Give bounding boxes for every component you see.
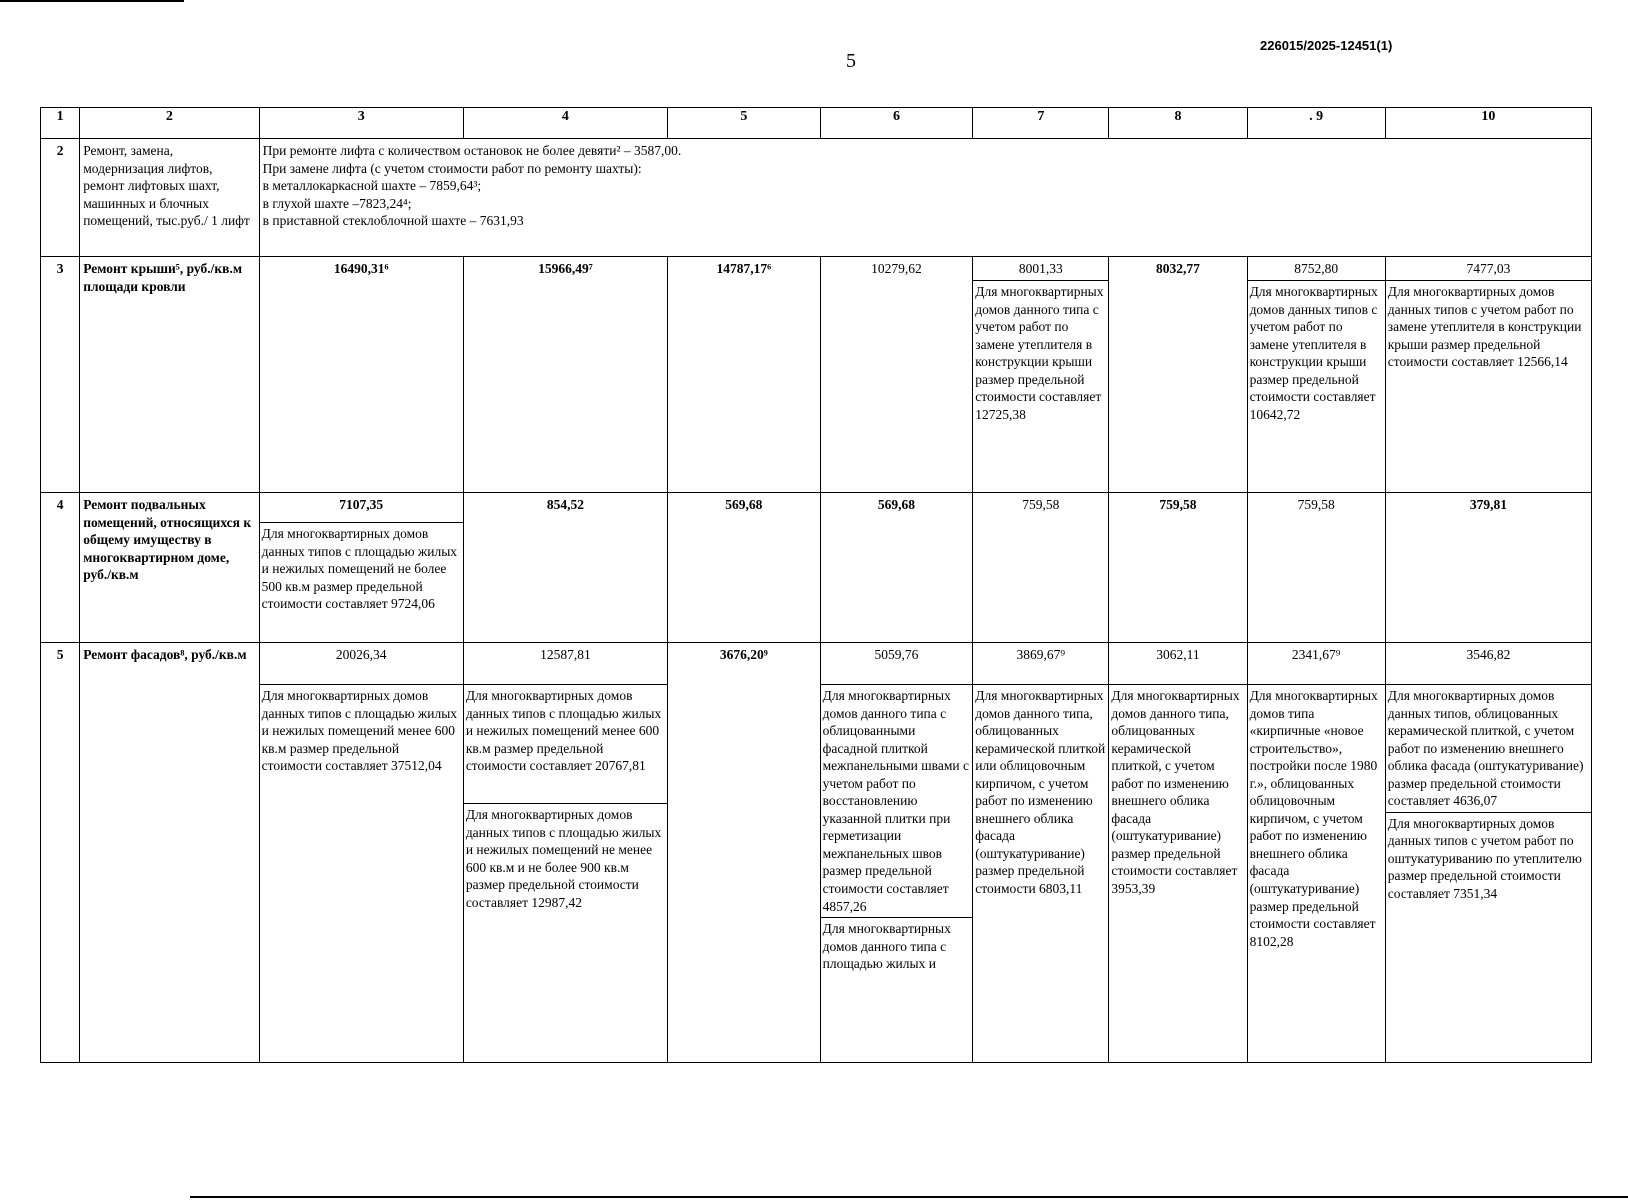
cost-note: Для многоквартирных домов данных типов с учетом работ по замене утеплителя в конструкции крыши размер предельной стоимости составляет 10642,72 [1249, 284, 1378, 422]
cost-cell [668, 257, 821, 493]
cost-cell [973, 493, 1109, 643]
row-label: Ремонт фасадов⁸, руб./кв.м [80, 643, 259, 1063]
cost-note: Для многоквартирных домов данного типа с площадью жилых и [821, 917, 973, 975]
cost-note: Для многоквартирных домов данного типа с облицованными фасадной плиткой межпанельными швами с учетом работ по восстановлению указанной плитки при герметизации межпанельных швов размер предельной стоимости составляет 4857,26 [822, 688, 969, 914]
header-cell: 10 [1385, 108, 1591, 139]
lift-line: При ремонте лифта с количеством остановок не более девяти² – 3587,00. [262, 143, 682, 158]
cost-cell [259, 493, 463, 643]
header-row [41, 108, 1592, 139]
cost-cell [668, 643, 821, 1063]
cost-table [40, 107, 1592, 1063]
cost-cell [1247, 493, 1385, 643]
row-number: 2 [41, 139, 80, 257]
cost-cell [1247, 643, 1385, 1063]
row-label: Ремонт, замена, модернизация лифтов, ремонт лифтовых шахт, машинных и блочных помещений, тыс.руб./ 1 лифт [80, 139, 259, 257]
cost-value: 3062,11 [1109, 643, 1246, 685]
cost-note: Для многоквартирных домов данных типов с площадью жилых и нежилых помещений менее 600 кв.м размер предельной стоимости составляет 20767,81 [465, 688, 662, 774]
cost-cell [463, 643, 667, 1063]
header-cell: 2 [80, 108, 259, 139]
table-row-facade [41, 643, 1592, 1063]
cost-value: 8001,33 [973, 257, 1108, 281]
row-label: Ремонт подвальных помещений, относящихся к общему имуществу в многоквартирном доме, руб./кв.м [80, 493, 259, 643]
page-number: 5 [846, 50, 856, 72]
cost-value: 759,58 [1022, 497, 1060, 512]
header-cell: 7 [973, 108, 1109, 139]
cost-note: Для многоквартирных домов данных типов с площадью жилых и нежилых помещений не более 500 кв.м размер предельной стоимости составляет 9724,06 [261, 526, 458, 612]
cost-note: Для многоквартирных домов данного типа с учетом работ по замене утеплителя в конструкции крыши размер предельной стоимости составляет 12725,38 [975, 284, 1104, 422]
cost-cell [463, 493, 667, 643]
cost-note: Для многоквартирных домов данных типов с учетом работ по оштукатуриванию по утеплителю размер предельной стоимости составляет 7351,34 [1386, 812, 1591, 905]
cost-value: 3869,67⁹ [973, 643, 1108, 685]
cost-cell [1385, 643, 1591, 1063]
cost-note: Для многоквартирных домов данных типов, облицованных керамической плиткой, с учетом работ по изменению внешнего облика фасада (оштукатуривание) размер предельной стоимости составляет 4636,07 [1387, 688, 1584, 809]
cost-cell [1385, 257, 1591, 493]
cost-cell [1109, 493, 1247, 643]
header-cell: . 9 [1247, 108, 1385, 139]
cost-cell [820, 643, 973, 1063]
cost-note: Для многоквартирных домов данного типа, облицованных керамической плиткой или облицовочным кирпичом, с учетом работ по изменению внешнего облика фасада (оштукатуривание) размер предельной стоимости 6803,11 [975, 688, 1106, 897]
bottom-rule [190, 1196, 1628, 1198]
cost-cell [973, 643, 1109, 1063]
cost-value: 12587,81 [464, 643, 667, 685]
cost-value: 759,58 [1159, 497, 1197, 512]
cost-value: 569,68 [725, 497, 763, 512]
row-number: 4 [41, 493, 80, 643]
cost-value: 854,52 [546, 497, 584, 512]
lift-line: в приставной стеклоблочной шахте – 7631,93 [262, 213, 524, 229]
cost-value: 8032,77 [1156, 261, 1200, 276]
cost-value: 3546,82 [1386, 643, 1591, 685]
cost-note: Для многоквартирных домов данного типа, облицованных керамической плиткой, с учетом работ по изменению внешнего облика фасада (оштукатуривание) размер предельной стоимости составляет 3953,39 [1111, 688, 1240, 897]
header-cell: 5 [668, 108, 821, 139]
cost-value: 15966,49⁷ [538, 261, 593, 276]
cost-value: 2341,67⁹ [1248, 643, 1385, 685]
cost-value: 10279,62 [871, 261, 922, 276]
table-row-lifts [41, 139, 1592, 257]
cost-value: 16490,31⁶ [333, 261, 389, 276]
cost-cell [820, 257, 973, 493]
row-number: 5 [41, 643, 80, 1063]
cost-cell [1109, 643, 1247, 1063]
cost-cell [973, 257, 1109, 493]
header-cell: 3 [259, 108, 463, 139]
top-rule [0, 0, 184, 2]
cost-value: 7477,03 [1386, 257, 1591, 281]
cost-value: 20026,34 [260, 643, 463, 685]
cost-cell [1247, 257, 1385, 493]
row-number: 3 [41, 257, 80, 493]
header-cell: 1 [41, 108, 80, 139]
cost-cell [259, 643, 463, 1063]
cost-cell [463, 257, 667, 493]
cost-value: 759,58 [1297, 497, 1335, 512]
header-cell: 4 [463, 108, 667, 139]
cost-value: 5059,76 [821, 643, 973, 685]
cost-value: 569,68 [877, 497, 915, 512]
cost-cell [1385, 493, 1591, 643]
row-label: Ремонт крыши⁵, руб./кв.м площади кровли [80, 257, 259, 493]
cost-note: Для многоквартирных домов типа «кирпичные «новое строительство», постройки после 1980 г.», облицованных облицовочным кирпичом, с учетом работ по изменению внешнего облика фасада (оштукатуривание) размер предельной стоимости составляет 8102,28 [1249, 688, 1378, 949]
lift-cost-text [259, 139, 1591, 257]
cost-cell [1109, 257, 1247, 493]
cost-cell [668, 493, 821, 643]
cost-value: 3676,20⁹ [719, 647, 768, 662]
cost-value: 7107,35 [260, 493, 463, 523]
cost-value: 14787,17⁶ [716, 261, 772, 276]
cost-note: Для многоквартирных домов данных типов с учетом работ по замене утеплителя в конструкции крыши размер предельной стоимости составляет 12566,14 [1387, 284, 1582, 370]
document-number: 226015/2025-12451(1) [1260, 38, 1393, 53]
cost-value: 379,81 [1469, 497, 1507, 512]
cost-note: Для многоквартирных домов данных типов с площадью жилых и нежилых помещений не менее 600 кв.м и не более 900 кв.м размер предельной стоимости составляет 12987,42 [464, 803, 667, 913]
lift-line: в глухой шахте –7823,24⁴; [262, 195, 412, 211]
cost-note: Для многоквартирных домов данных типов с площадью жилых и нежилых помещений менее 600 кв.м размер предельной стоимости составляет 37512,04 [261, 688, 458, 774]
header-cell: 6 [820, 108, 973, 139]
header-cell: 8 [1109, 108, 1247, 139]
table-row-roof [41, 257, 1592, 493]
table-row-basement [41, 493, 1592, 643]
lift-line: При замене лифта (с учетом стоимости работ по ремонту шахты): [262, 160, 642, 176]
cost-cell [259, 257, 463, 493]
cost-cell [820, 493, 973, 643]
cost-value: 8752,80 [1248, 257, 1385, 281]
lift-line: в металлокаркасной шахте – 7859,64³; [262, 178, 482, 194]
